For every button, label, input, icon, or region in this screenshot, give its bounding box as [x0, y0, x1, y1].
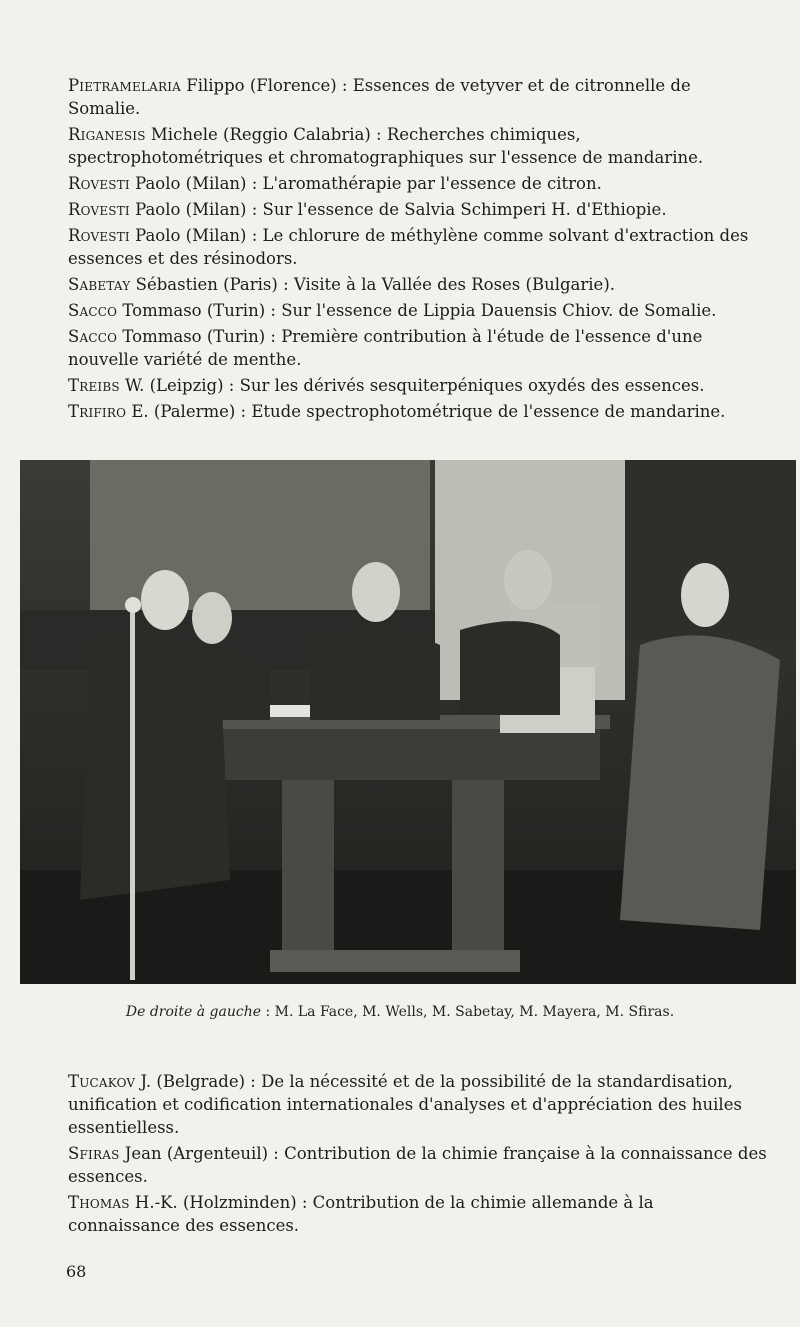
- list-item: [68, 1142, 768, 1188]
- entry-author: Thomas: [68, 1193, 130, 1212]
- entry-author: Sabetay: [68, 275, 131, 294]
- photo-caption: [0, 1004, 800, 1020]
- entry-author: Rovesti: [68, 200, 130, 219]
- entry-text: Paolo (Milan) : L'aromathérapie par l'essence de citron.: [129, 174, 602, 193]
- bibliography-list-bottom: [68, 1070, 768, 1240]
- entry-text: Paolo (Milan) : Le chlorure de méthylène comme solvant d'extraction des essences et des résinodors.: [68, 226, 749, 268]
- list-item: [68, 325, 768, 371]
- list-item: [68, 1070, 768, 1139]
- list-item: [68, 273, 768, 296]
- entry-author: Pietramelaria: [68, 76, 182, 95]
- list-item: [68, 172, 768, 195]
- page-number: 68: [66, 1262, 87, 1281]
- entry-text: W. (Leipzig) : Sur les dérivés sesquiterpéniques oxydés des essences.: [119, 376, 705, 395]
- list-item: [68, 299, 768, 322]
- bibliography-list-top: [68, 74, 768, 426]
- list-item: [68, 374, 768, 397]
- list-item: [68, 1191, 768, 1237]
- entry-author: Rovesti: [68, 226, 130, 245]
- caption-intro: De droite à gauche: [125, 1004, 262, 1020]
- photo-illustration: [20, 460, 796, 984]
- entry-author: Rovesti: [68, 174, 130, 193]
- list-item: [68, 74, 768, 120]
- entry-author: Sacco: [68, 327, 118, 346]
- list-item: [68, 224, 768, 270]
- entry-text: Jean (Argenteuil) : Contribution de la chimie française à la connaissance des essences.: [68, 1144, 767, 1186]
- conference-photo: [20, 460, 796, 984]
- entry-author: Sfiras: [68, 1144, 120, 1163]
- entry-text: Tommaso (Turin) : Première contribution à l'étude de l'essence d'une nouvelle variété de menthe.: [68, 327, 703, 369]
- caption-names: : M. La Face, M. Wells, M. Sabetay, M. Mayera, M. Sfiras.: [261, 1004, 675, 1020]
- entry-author: Sacco: [68, 301, 118, 320]
- entry-text: J. (Belgrade) : De la nécessité et de la possibilité de la standardisation, unification et codification internationales d'analyses et d'appréciation des huiles essentielless.: [68, 1072, 742, 1137]
- entry-text: Michele (Reggio Calabria) : Recherches chimiques, spectrophotométriques et chromatographiques sur l'essence de mandarine.: [68, 125, 704, 167]
- entry-text: E. (Palerme) : Etude spectrophotométrique de l'essence de mandarine.: [126, 402, 726, 421]
- list-item: [68, 400, 768, 423]
- entry-text: Filippo (Florence) : Essences de vetyver et de citronnelle de Somalie.: [68, 76, 691, 118]
- entry-text: Sébastien (Paris) : Visite à la Vallée des Roses (Bulgarie).: [130, 275, 615, 294]
- entry-text: Paolo (Milan) : Sur l'essence de Salvia Schimperi H. d'Ethiopie.: [129, 200, 667, 219]
- entry-text: H.-K. (Holzminden) : Contribution de la chimie allemande à la connaissance des essences.: [68, 1193, 654, 1235]
- entry-author: Tucakov: [68, 1072, 136, 1091]
- entry-author: Treibs: [68, 376, 120, 395]
- entry-author: Riganesis: [68, 125, 146, 144]
- entry-text: Tommaso (Turin) : Sur l'essence de Lippia Dauensis Chiov. de Somalie.: [117, 301, 717, 320]
- list-item: [68, 123, 768, 169]
- list-item: [68, 198, 768, 221]
- entry-author: Trifiro: [68, 402, 127, 421]
